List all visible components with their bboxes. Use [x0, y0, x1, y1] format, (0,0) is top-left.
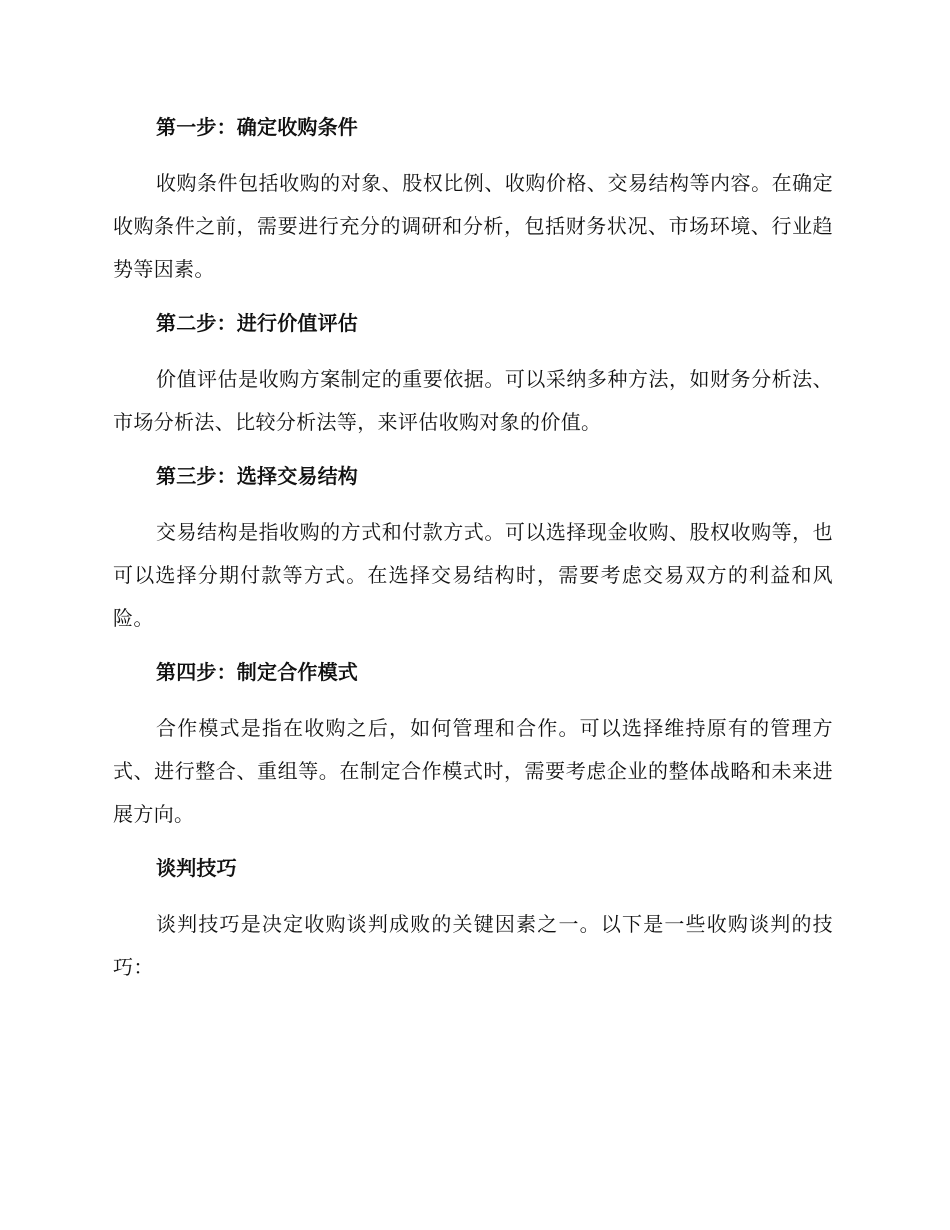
section-paragraph-step-2: 价值评估是收购方案制定的重要依据。可以采纳多种方法，如财务分析法、市场分析法、比较分析法等，来评估收购对象的价值。	[113, 367, 833, 434]
section-paragraph-step-4: 合作模式是指在收购之后，如何管理和合作。可以选择维持原有的管理方式、进行整合、重组等。在制定合作模式时，需要考虑企业的整体战略和未来进展方向。	[113, 716, 833, 826]
section-heading-negotiation: 谈判技巧	[156, 856, 237, 880]
section-heading-step-4: 第四步：制定合作模式	[156, 660, 358, 684]
section-paragraph-step-3: 交易结构是指收购的方式和付款方式。可以选择现金收购、股权收购等，也可以选择分期付款等方式。在选择交易结构时，需要考虑交易双方的利益和风险。	[113, 520, 833, 630]
section-paragraph-step-1: 收购条件包括收购的对象、股权比例、收购价格、交易结构等内容。在确定收购条件之前，需要进行充分的调研和分析，包括财务状况、市场环境、行业趋势等因素。	[113, 171, 833, 281]
document-body	[113, 109, 833, 1003]
section-heading-step-3: 第三步：选择交易结构	[156, 464, 358, 488]
section-heading-step-2: 第二步：进行价值评估	[156, 311, 358, 335]
section-paragraph-negotiation: 谈判技巧是决定收购谈判成败的关键因素之一。以下是一些收购谈判的技巧：	[113, 912, 833, 979]
section-heading-step-1: 第一步：确定收购条件	[156, 115, 358, 139]
